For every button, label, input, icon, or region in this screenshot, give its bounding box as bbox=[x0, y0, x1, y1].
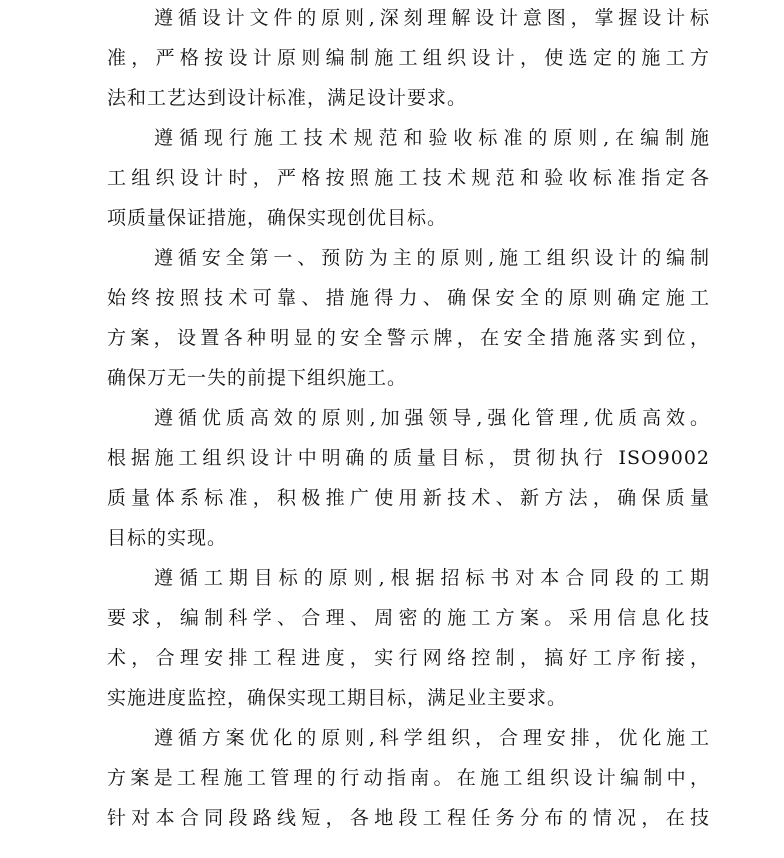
text-line: 遵循现行施工技术规范和验收标准的原则,在编制施 bbox=[154, 127, 710, 149]
text-line: 准，严格按设计原则编制施工组织设计，使选定的施工方 bbox=[107, 47, 710, 69]
text-line: 遵循工期目标的原则,根据招标书对本合同段的工期 bbox=[154, 567, 710, 589]
text-line: 确保万无一失的前提下组织施工。 bbox=[107, 367, 408, 389]
paragraph-design-principle bbox=[107, 0, 710, 118]
text-line: 遵循优质高效的原则,加强领导,强化管理,优质高效。 bbox=[154, 407, 710, 429]
text-line: 方案是工程施工管理的行动指南。在施工组织设计编制中， bbox=[107, 767, 710, 789]
text-line: 法和工艺达到设计标准，满足设计要求。 bbox=[107, 87, 468, 109]
text-line: 针对本合同段路线短，各地段工程任务分布的情况，在技 bbox=[107, 807, 710, 829]
paragraph-schedule-principle bbox=[107, 558, 710, 718]
text-line: 遵循设计文件的原则,深刻理解设计意图，掌握设计标 bbox=[154, 7, 710, 29]
text-line: 要求，编制科学、合理、周密的施工方案。采用信息化技 bbox=[107, 607, 710, 629]
text-line: 术，合理安排工程进度，实行网络控制，搞好工序衔接， bbox=[107, 647, 710, 669]
text-line: 始终按照技术可靠、措施得力、确保安全的原则确定施工 bbox=[107, 287, 710, 309]
text-line: 遵循方案优化的原则,科学组织，合理安排，优化施工 bbox=[154, 727, 710, 749]
text-line: 实施进度监控，确保实现工期目标，满足业主要求。 bbox=[107, 687, 568, 709]
text-line: 目标的实现。 bbox=[107, 527, 228, 549]
text-line: 项质量保证措施，确保实现创优目标。 bbox=[107, 207, 448, 229]
text-line: 根据施工组织设计中明确的质量目标，贯彻执行 ISO9002 bbox=[107, 447, 710, 469]
document-body bbox=[107, 0, 710, 838]
paragraph-optimization-principle bbox=[107, 718, 710, 838]
text-line: 工组织设计时，严格按照施工技术规范和验收标准指定各 bbox=[107, 167, 710, 189]
paragraph-standards-principle bbox=[107, 118, 710, 238]
paragraph-quality-principle bbox=[107, 398, 710, 558]
text-line: 方案，设置各种明显的安全警示牌，在安全措施落实到位， bbox=[107, 327, 710, 349]
paragraph-safety-principle bbox=[107, 238, 710, 398]
text-line: 遵循安全第一、预防为主的原则,施工组织设计的编制 bbox=[154, 247, 710, 269]
text-line: 质量体系标准，积极推广使用新技术、新方法，确保质量 bbox=[107, 487, 710, 509]
